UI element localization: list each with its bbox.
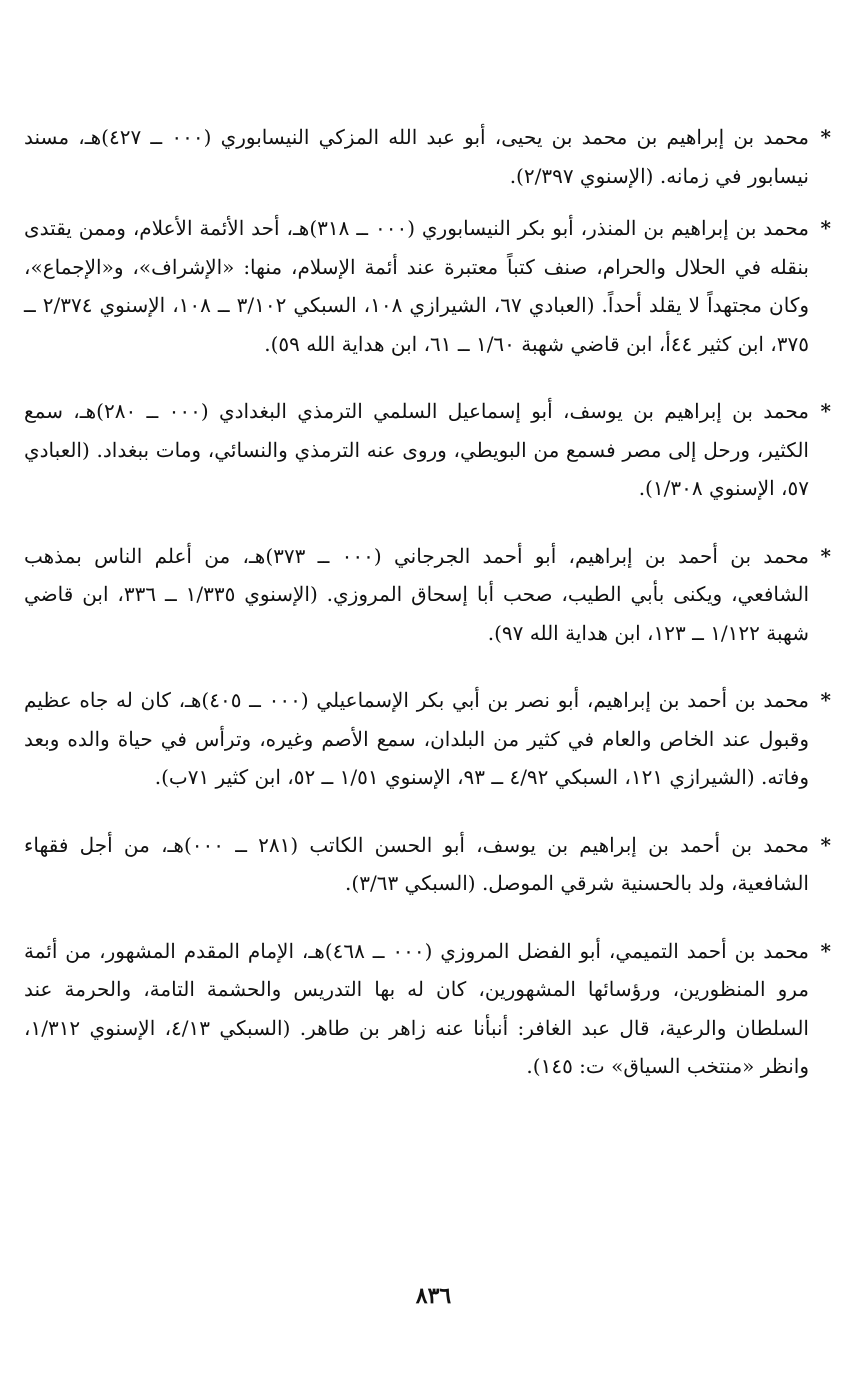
entry-marker: * xyxy=(820,216,831,240)
entry-marker: * xyxy=(820,125,831,149)
entry-3 xyxy=(24,392,831,508)
entry-marker: * xyxy=(820,399,831,423)
entry-2 xyxy=(24,209,831,363)
entry-5 xyxy=(24,681,831,797)
entry-7 xyxy=(24,932,831,1086)
entry-marker: * xyxy=(820,938,831,963)
biographical-entries xyxy=(24,118,831,1086)
entry-marker: * xyxy=(820,832,831,857)
entry-text: محمد بن إبراهيم بن يوسف، أبو إسماعيل السلمي الترمذي البغدادي (٠٠٠ ــ ٢٨٠)هـ، سمع الكثير، ورحل إلى مصر فسمع من البويطي، وروى عنه الترمذي والنسائي، ومات ببغداد. (العبادي ٥٧، الإسنوي ١/٣٠٨). xyxy=(24,399,809,500)
entry-text: محمد بن أحمد التميمي، أبو الفضل المروزي (٠٠٠ ــ ٤٦٨)هـ، الإمام المقدم المشهور، من أئمة مرو المنظورين، ورؤسائها المشهورين، كان له بها التدريس والحشمة التامة، والحرمة عند السلطان والرعية، قال عبد الغافر: أنبأنا عنه زاهر بن طاهر. (السبكي ٤/١٣، الإسنوي ١/٣١٢، وانظر «منتخب السياق» ت: ١٤٥). xyxy=(24,938,809,1078)
entry-text: محمد بن أحمد بن إبراهيم بن يوسف، أبو الحسن الكاتب (٢٨١ ــ ٠٠٠)هـ، من أجل فقهاء الشافعية، ولد بالحسنية شرقي الموصل. (السبكي ٣/٦٣). xyxy=(24,832,809,895)
entry-6 xyxy=(24,826,831,903)
entry-marker: * xyxy=(820,688,831,712)
entry-marker: * xyxy=(820,543,831,568)
entry-4 xyxy=(24,537,831,653)
page-number: ٨٣٦ xyxy=(415,1283,452,1309)
entry-text: محمد بن إبراهيم بن المنذر، أبو بكر النيسابوري (٠٠٠ ــ ٣١٨)هـ، أحد الأئمة الأعلام، وممن يقتدى بنقله في الحلال والحرام، صنف كتباً معتبرة عند أئمة الإسلام، منها: «الإشراف»، و«الإجماع»، وكان مجتهداً لا يقلد أحداً. (العبادي ٦٧، الشيرازي ١٠٨، السبكي ٣/١٠٢ ــ ١٠٨، الإسنوي ٢/٣٧٤ ــ ٣٧٥، ابن كثير ٤٤أ، ابن قاضي شهبة ١/٦٠ ــ ٦١، ابن هداية الله ٥٩). xyxy=(24,216,809,356)
entry-text: محمد بن أحمد بن إبراهيم، أبو أحمد الجرجاني (٠٠٠ ــ ٣٧٣)هـ، من أعلم الناس بمذهب الشافعي، ويكنى بأبي الطيب، صحب أبا إسحاق المروزي. (الإسنوي ١/٣٣٥ ــ ٣٣٦، ابن قاضي شهبة ١/١٢٢ ــ ١٢٣، ابن هداية الله ٩٧). xyxy=(24,543,810,645)
entry-text: محمد بن إبراهيم بن محمد بن يحيى، أبو عبد الله المزكي النيسابوري (٠٠٠ ــ ٤٢٧)هـ، مسند نيسابور في زمانه. (الإسنوي ٢/٣٩٧). xyxy=(24,125,809,188)
entry-1 xyxy=(24,118,831,195)
entry-text: محمد بن أحمد بن إبراهيم، أبو نصر بن أبي بكر الإسماعيلي (٠٠٠ ــ ٤٠٥)هـ، كان له جاه عظيم وقبول عند الخاص والعام في كثير من البلدان، سمع الأصم وغيره، وترأس في حياة والده وبعد وفاته. (الشيرازي ١٢١، السبكي ٤/٩٢ ــ ٩٣، الإسنوي ١/٥١ ــ ٥٢، ابن كثير ٧١ب). xyxy=(24,688,809,789)
